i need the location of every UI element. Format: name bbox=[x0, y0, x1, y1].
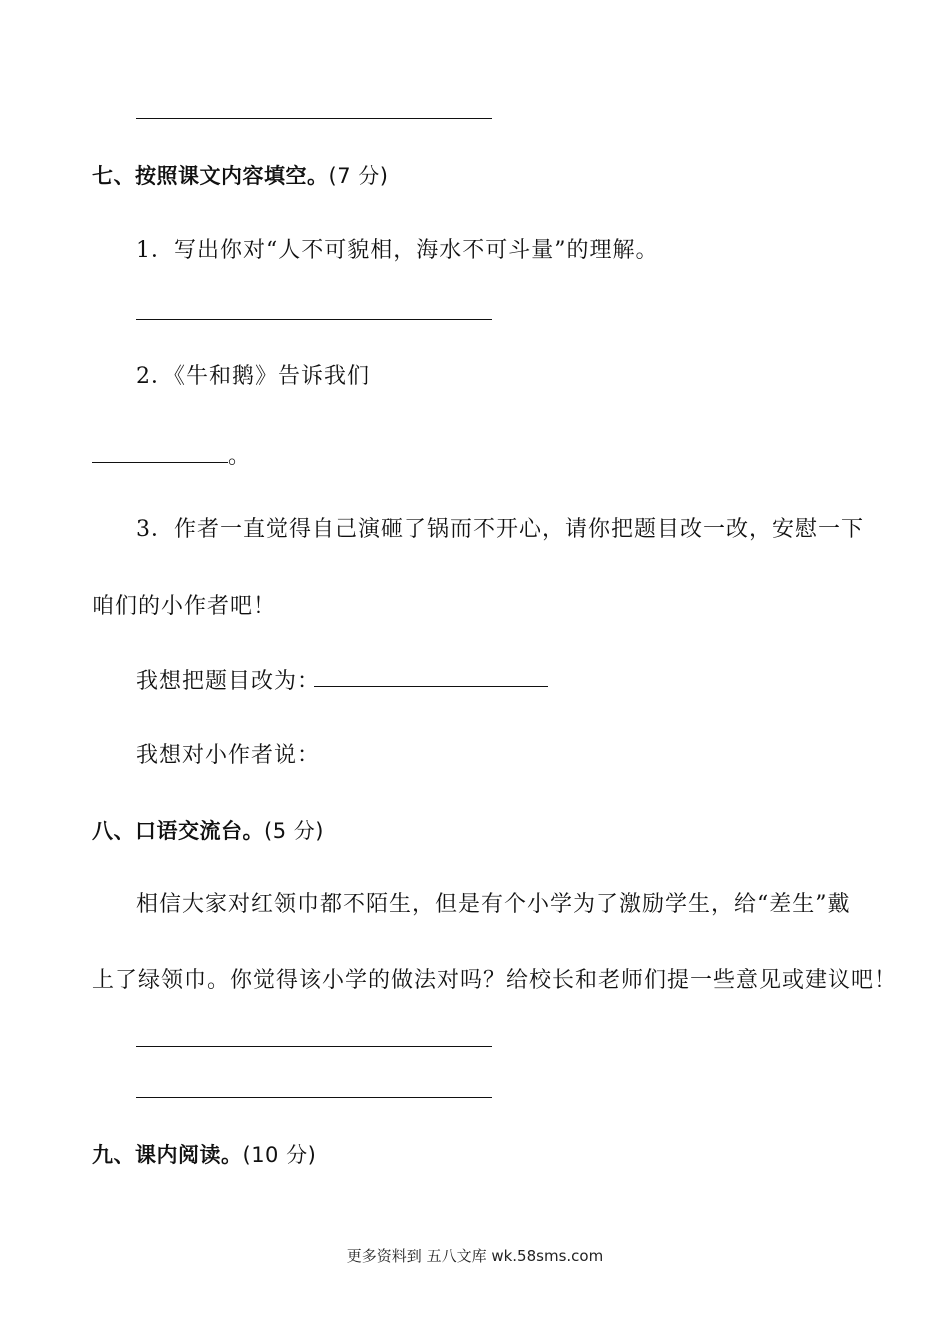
page-footer: 更多资料到 五八文库 wk.58sms.com bbox=[346, 1247, 604, 1265]
section-8-paragraph-line2: 上了绿领巾。你觉得该小学的做法对吗？给校长和老师们提一些意见或建议吧！ bbox=[92, 968, 898, 993]
answer-line-7-1[interactable] bbox=[136, 319, 492, 320]
question-7-2-end: 。 bbox=[228, 444, 252, 469]
section-8-paragraph-line1: 相信大家对红领巾都不陌生，但是有个小学为了激励学生，给“差生”戴 bbox=[136, 892, 851, 917]
question-7-1: 1．写出你对“人不可貌相，海水不可斗量”的理解。 bbox=[136, 238, 659, 263]
question-7-3-line1: 3．作者一直觉得自己演砸了锅而不开心，请你把题目改一改，安慰一下 bbox=[136, 517, 864, 542]
section-8-score: (5 分) bbox=[264, 819, 324, 843]
question-7-2: 2．《牛和鹅》告诉我们 bbox=[136, 364, 370, 389]
answer-line-8-1[interactable] bbox=[136, 1046, 492, 1047]
answer-line-top[interactable] bbox=[136, 118, 492, 119]
answer-line-7-2[interactable] bbox=[92, 462, 228, 463]
section-8-title: 八、口语交流台。 bbox=[92, 819, 264, 843]
section-7-score: (7 分) bbox=[328, 164, 389, 188]
section-7-heading bbox=[92, 160, 388, 190]
section-8-heading bbox=[92, 815, 324, 845]
answer-line-8-2[interactable] bbox=[136, 1097, 492, 1098]
title-change-prompt: 我想把题目改为： bbox=[136, 669, 321, 694]
section-9-heading bbox=[92, 1139, 316, 1169]
section-7-title: 七、按照课文内容填空。 bbox=[92, 164, 329, 188]
section-9-title: 九、课内阅读。 bbox=[92, 1143, 243, 1167]
title-change-answer-line[interactable] bbox=[314, 686, 548, 687]
message-prompt: 我想对小作者说： bbox=[136, 743, 321, 768]
section-9-score: (10 分) bbox=[242, 1143, 317, 1167]
question-7-3-line2: 咱们的小作者吧！ bbox=[92, 594, 277, 619]
